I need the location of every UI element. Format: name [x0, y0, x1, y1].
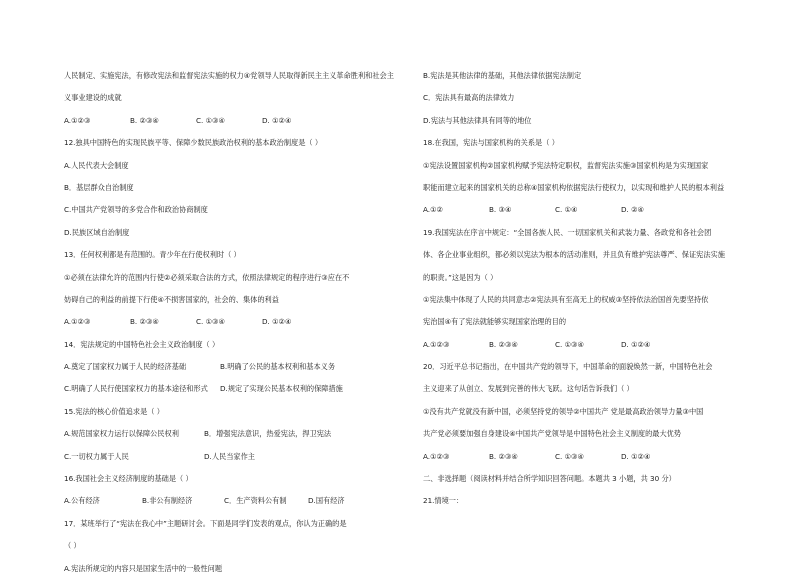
- text-line: A.宪法所规定的内容只是国家生活中的一般性问题: [64, 563, 223, 573]
- text-line: ①宪法集中体现了人民的共同意志②宪法具有至高无上的权威③坚持依法治国首先要坚持依: [423, 294, 709, 304]
- text-line: 13．任何权利都是有范围的。青少年在行使权利时（ ）: [64, 250, 241, 260]
- answer-option: D.国有经济: [308, 496, 345, 506]
- answer-option: D. ①②④: [262, 115, 292, 125]
- text-line: D.宪法与其他法律具有同等的地位: [423, 115, 532, 125]
- answer-option: A.①②: [423, 205, 443, 215]
- answer-option: A.①②③: [423, 339, 450, 349]
- answer-option: A.①②③: [64, 115, 91, 125]
- answer-option: A.奠定了国家权力属于人民的经济基础: [64, 362, 187, 372]
- answer-option: C.一切权力属于人民: [64, 451, 129, 461]
- answer-option: C. ①④: [555, 205, 578, 215]
- text-line: 14．宪法规定的中国特色社会主义政治制度（ ）: [64, 339, 220, 349]
- text-line: ①宪法设置国家机构②国家机构赋予宪法特定职权，监督宪法实施③国家机构是为实现国家: [423, 160, 709, 170]
- answer-option: C．生产资料公有制: [224, 496, 287, 506]
- text-line: （ ）: [64, 541, 81, 551]
- text-line: 宪治国④有了宪法就能够实现国家治理的目的: [423, 317, 567, 327]
- text-line: 17．某班举行了“宪法在我心中”主题研讨会。下面是同学们发表的观点，你认为正确的是: [64, 518, 347, 528]
- answer-option: B. ③④: [489, 205, 512, 215]
- text-line: ①必须在法律允许的范围内行使②必须采取合法的方式，依照法律规定的程序进行③应在不: [64, 272, 350, 282]
- text-line: 人民制定、实施宪法，有修改宪法和监督宪法实施的权力④党领导人民取得新民主主义革命胜利和社会主: [64, 71, 394, 80]
- answer-option: C. ①③④: [196, 115, 225, 125]
- answer-option: D. ①②④: [621, 339, 651, 349]
- text-line: 二、非选择题（阅读材料并结合所学知识回答问题。本题共 3 小题，共 30 分）: [423, 474, 676, 484]
- text-line: 20．习近平总书记指出，在中国共产党的领导下，中国革命的面貌焕然一新，中国特色社会: [423, 362, 713, 372]
- text-line: D.民族区域自治制度: [64, 227, 130, 237]
- text-line: 15.宪法的核心价值追求是（ ）: [64, 406, 164, 416]
- answer-option: D. ①②④: [262, 317, 292, 327]
- answer-option: D. ②④: [621, 205, 644, 215]
- answer-option: A.①②③: [423, 451, 450, 461]
- text-line: 共产党必须要加强自身建设④中国共产党领导是中国特色社会主义制度的最大优势: [423, 429, 682, 439]
- answer-option: C. ①③④: [555, 451, 584, 461]
- answer-options: [64, 495, 396, 506]
- text-line: 16.我国社会主义经济制度的基础是（ ）: [64, 474, 193, 484]
- answer-options: [64, 316, 396, 327]
- answer-option: B. ②③④: [130, 115, 159, 125]
- answer-option: B.明确了公民的基本权利和基本义务: [220, 362, 336, 372]
- answer-options: [423, 339, 755, 350]
- text-line: 义事业建设的成就: [64, 93, 122, 103]
- text-line: B．基层群众自治制度: [64, 182, 134, 192]
- answer-option: A.公有经济: [64, 496, 100, 506]
- answer-option: B．增强宪法意识，热爱宪法，捍卫宪法: [204, 429, 332, 439]
- answer-options: [64, 383, 396, 394]
- text-line: 18.在我国，宪法与国家机构的关系是（ ）: [423, 138, 559, 148]
- answer-option: D.人民当家作主: [204, 451, 255, 461]
- text-line: 妨碍自己的利益的前提下行使④不损害国家的，社会的、集体的利益: [64, 294, 279, 304]
- text-line: ①没有共产党就没有新中国，必须坚持党的领导②中国共产 党是最高政治领导力量③中国: [423, 406, 704, 416]
- text-line: 职能而建立起来的国家机关的总称④国家机构依据宪法行使权力，以实现和维护人民的根本利益: [423, 182, 725, 192]
- answer-options: [64, 428, 396, 439]
- answer-options: [64, 451, 396, 462]
- answer-option: B.非公有制经济: [142, 496, 193, 506]
- text-line: 主义迎来了从创立、发展到完善的伟大飞跃。这句话告诉我们（ ）: [423, 384, 634, 394]
- answer-options: [423, 451, 755, 462]
- answer-option: C. ①③④: [555, 339, 584, 349]
- answer-option: C.明确了人民行使国家权力的基本途径和形式: [64, 384, 208, 394]
- right-column: [423, 70, 755, 518]
- text-line: B.宪法是其他法律的基础，其他法律依据宪法制定: [423, 71, 582, 80]
- text-line: 体、各企业事业组织，都必须以宪法为根本的活动准则，并且负有维护宪法尊严、保证宪法实施: [423, 250, 725, 260]
- answer-option: B. ②③④: [489, 451, 518, 461]
- answer-option: A.规范国家权力运行以保障公民权利: [64, 429, 179, 439]
- text-line: C.中国共产党领导的多党合作和政治协商制度: [64, 205, 208, 215]
- answer-options: [64, 361, 396, 372]
- answer-option: D. ①②④: [621, 451, 651, 461]
- answer-option: C. ①③④: [196, 317, 225, 327]
- answer-option: B. ②③④: [489, 339, 518, 349]
- text-line: 的职责。”这是因为（ ）: [423, 272, 498, 282]
- text-line: 21.情境一：: [423, 496, 464, 506]
- left-column: [64, 70, 396, 585]
- answer-options: [423, 204, 755, 215]
- text-line: A.人民代表大会制度: [64, 160, 129, 170]
- text-line: 12.独具中国特色的实现民族平等、保障少数民族政治权利的基本政治制度是（ ）: [64, 138, 323, 148]
- answer-option: A.①②③: [64, 317, 91, 327]
- answer-options: [64, 115, 396, 126]
- answer-option: D.规定了实现公民基本权利的保障措施: [220, 384, 343, 394]
- answer-option: B. ②③④: [130, 317, 159, 327]
- text-line: 19.我国宪法在序言中规定：“全国各族人民、一切国家机关和武装力量、各政党和各社会团: [423, 227, 712, 237]
- text-line: C．宪法具有最高的法律效力: [423, 93, 515, 103]
